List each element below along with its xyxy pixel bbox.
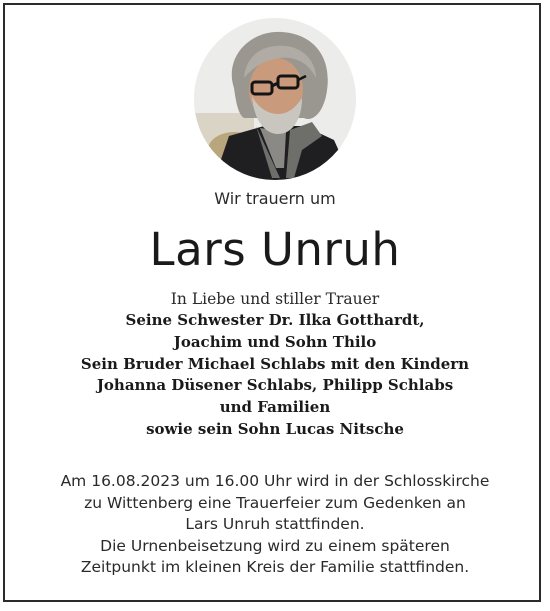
deceased-name: Lars Unruh bbox=[149, 223, 401, 276]
mourners-lead: In Liebe und stiller Trauer bbox=[170, 290, 380, 308]
portrait-photo bbox=[194, 18, 356, 180]
notice-line: zu Wittenberg eine Trauerfeier zum Gedenken an bbox=[84, 493, 466, 512]
notice-line: Lars Unruh stattfinden. bbox=[185, 515, 365, 533]
mourner-line: Johanna Düsener Schlabs, Philipp Schlabs bbox=[96, 376, 454, 395]
mourner-line: Sein Bruder Michael Schlabs mit den Kindern bbox=[80, 354, 470, 373]
mourner-line: Seine Schwester Dr. Ilka Gotthardt, bbox=[125, 311, 425, 329]
intro-text: Wir trauern um bbox=[214, 189, 336, 208]
ceremony-notice bbox=[0, 471, 550, 579]
mourners-block bbox=[0, 288, 550, 441]
mourner-line: Joachim und Sohn Thilo bbox=[173, 332, 377, 351]
notice-line: Zeitpunkt im kleinen Kreis der Familie stattfinden. bbox=[80, 558, 470, 576]
mourner-line: und Familien bbox=[219, 398, 331, 417]
notice-line: Am 16.08.2023 um 16.00 Uhr wird in der Schlosskirche bbox=[60, 472, 490, 490]
mourner-line: sowie sein Sohn Lucas Nitsche bbox=[146, 419, 404, 438]
notice-line: Die Urnenbeisetzung wird zu einem späteren bbox=[100, 536, 450, 555]
